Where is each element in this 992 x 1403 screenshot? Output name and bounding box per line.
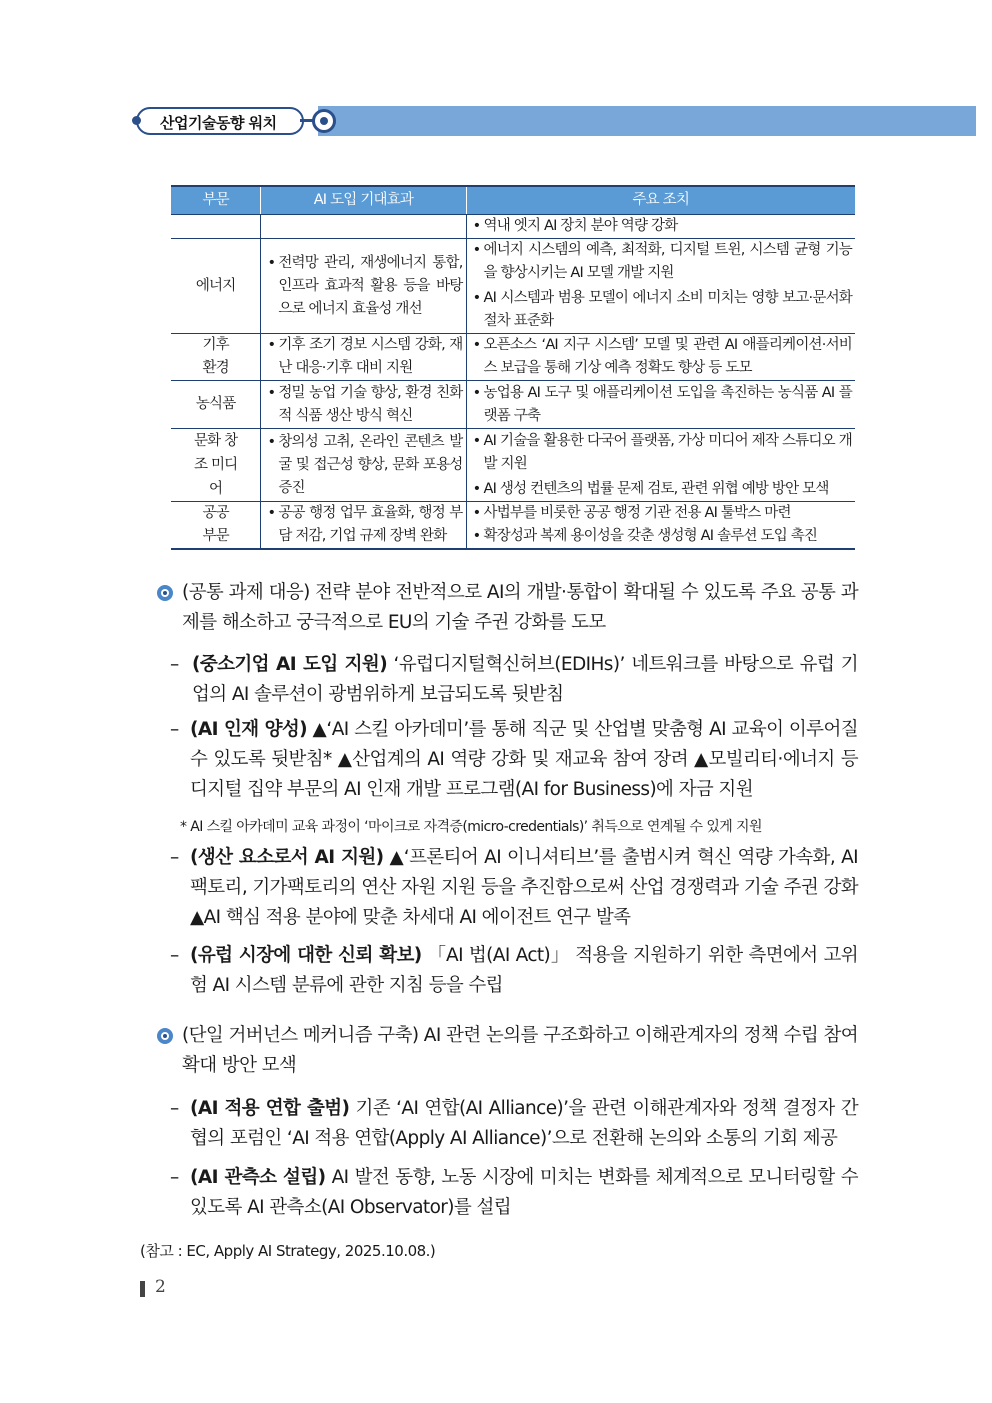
section-bullet-icon	[157, 585, 173, 601]
list-item: (AI 관측소 설립) AI 발전 동향, 노동 시장에 미치는 변화를 체계적으로 모니터링할 수 있도록 AI 관측소(AI Observator)를 설립	[190, 1167, 858, 1218]
header-measures: 주요 조치	[466, 186, 855, 215]
table-cell: • AI 기술을 활용한 다국어 플랫폼, 가상 미디어 제작 스튜디오 개발 지원 • AI 생성 컨텐츠의 법률 문제 검토, 관련 위협 예방 방안 모색	[466, 429, 855, 502]
circle-target-icon	[312, 109, 336, 133]
table-cell: • 역내 엣지 AI 장치 분야 역량 강화	[466, 215, 855, 239]
footnote: * AI 스킬 아카데미 교육 과정이 ‘마이크로 자격증(micro-credentials)’ 취득으로 연계될 수 있게 지원	[180, 819, 762, 835]
table-cell: • 창의성 고취, 온라인 콘텐츠 발굴 및 접근성 향상, 문화 포용성 증진	[261, 429, 466, 502]
sector-cell: 기후 환경	[171, 334, 261, 381]
table-row	[171, 429, 855, 502]
table-row	[171, 334, 855, 381]
sector-cell: 문화 창조 미디어	[171, 429, 261, 502]
table-cell: • 농업용 AI 도구 및 애플리케이션 도입을 촉진하는 농식품 AI 플랫폼 구축	[466, 381, 855, 429]
sector-cell: 공공 부문	[171, 502, 261, 550]
dash-marker: –	[170, 654, 180, 675]
list-item: (중소기업 AI 도입 지원) ‘유럽디지털혁신허브(EDIHs)’ 네트워크를 바탕으로 유럽 기업의 AI 솔루션이 광범위하게 보급되도록 뒷받침	[192, 654, 858, 705]
page-number: 2	[155, 1277, 166, 1297]
table-header-row	[171, 186, 855, 215]
table-cell: • 오픈소스 ‘AI 지구 시스템’ 모델 및 관련 AI 애플리케이션·서비스 보급을 통해 기상 예측 정확도 향상 등 도모	[466, 334, 855, 381]
list-item: (유럽 시장에 대한 신뢰 확보) 「AI 법(AI Act)」 적용을 지원하기 위한 측면에서 고위험 AI 시스템 분류에 관한 지침 등을 수립	[190, 945, 858, 996]
section2-lead: (단일 거버넌스 메커니즘 구축) AI 관련 논의를 구조화하고 이해관계자의 정책 수립 참여 확대 방안 모색	[182, 1025, 858, 1076]
dash-marker: –	[170, 1167, 180, 1188]
dash-marker: –	[170, 1098, 180, 1119]
list-item: (AI 인재 양성) ▲‘AI 스킬 아카데미’를 통해 직군 및 산업별 맞춤형 AI 교육이 이루어질 수 있도록 뒷받침* ▲산업계의 AI 역량 강화 및 재교육 참여 장려 ▲모빌리티·에너지 등 디지털 집약 부문의 AI 인재 개발 프로그램(AI for Business)에 자금 지원	[190, 719, 858, 800]
table-cell: • 정밀 농업 기술 향상, 환경 친화적 식품 생산 방식 혁신	[261, 381, 466, 429]
reference-note: (참고 : EC, Apply AI Strategy, 2025.10.08.)	[140, 1242, 436, 1260]
header-title: 산업기술동향 워치	[160, 114, 277, 132]
header-effects: AI 도입 기대효과	[261, 186, 466, 215]
table-row	[171, 381, 855, 429]
table-row	[171, 239, 855, 334]
sector-cell: 에너지	[171, 239, 261, 334]
dash-marker: –	[170, 847, 180, 868]
table-cell: • 전력망 관리, 재생에너지 통합, 인프라 효과적 활용 등을 바탕으로 에너지 효율성 개선	[261, 239, 466, 334]
table-row	[171, 502, 855, 550]
section1-lead: (공통 과제 대응) 전략 분야 전반적으로 AI의 개발·통합이 확대될 수 있도록 주요 공통 과제를 해소하고 궁극적으로 EU의 기술 주권 강화를 도모	[182, 582, 858, 633]
bullet-dot-icon	[132, 116, 141, 125]
dash-marker: –	[170, 719, 180, 740]
table-cell: • 에너지 시스템의 예측, 최적화, 디지털 트윈, 시스템 균형 기능을 향상시키는 AI 모델 개발 지원 • AI 시스템과 범용 모델이 에너지 소비 미치는 영향 보고·문서화 절차 표준화	[466, 239, 855, 334]
ai-sector-table	[171, 185, 855, 550]
list-item: (AI 적용 연합 출범) 기존 ‘AI 연합(AI Alliance)’을 관련 이해관계자와 정책 결정자 간 협의 포럼인 ‘AI 적용 연합(Apply AI Alliance)’으로 전환해 논의와 소통의 기회 제공	[190, 1098, 858, 1149]
page-marker	[140, 1281, 145, 1297]
table-row	[171, 215, 855, 239]
list-item: (생산 요소로서 AI 지원) ▲‘프론티어 AI 이니셔티브’를 출범시켜 혁신 역량 가속화, AI 팩토리, 기가팩토리의 연산 자원 지원 등을 추진함으로써 산업 경쟁력과 기술 주권 강화 ▲AI 핵심 적용 분야에 맞춘 차세대 AI 에이전트 연구 발족	[190, 847, 859, 928]
table-cell: • 사법부를 비롯한 공공 행정 기관 전용 AI 툴박스 마련 • 확장성과 복제 용이성을 갖춘 생성형 AI 솔루션 도입 촉진	[466, 502, 855, 550]
table-cell: • 기후 조기 경보 시스템 강화, 재난 대응·기후 대비 지원	[261, 334, 466, 381]
table-cell: • 공공 행정 업무 효율화, 행정 부담 저감, 기업 규제 장벽 완화	[261, 502, 466, 550]
section-bullet-icon	[157, 1028, 173, 1044]
dash-marker: –	[170, 945, 180, 966]
header-sector: 부문	[171, 186, 261, 215]
header-bar	[318, 106, 976, 136]
sector-cell: 농식품	[171, 381, 261, 429]
